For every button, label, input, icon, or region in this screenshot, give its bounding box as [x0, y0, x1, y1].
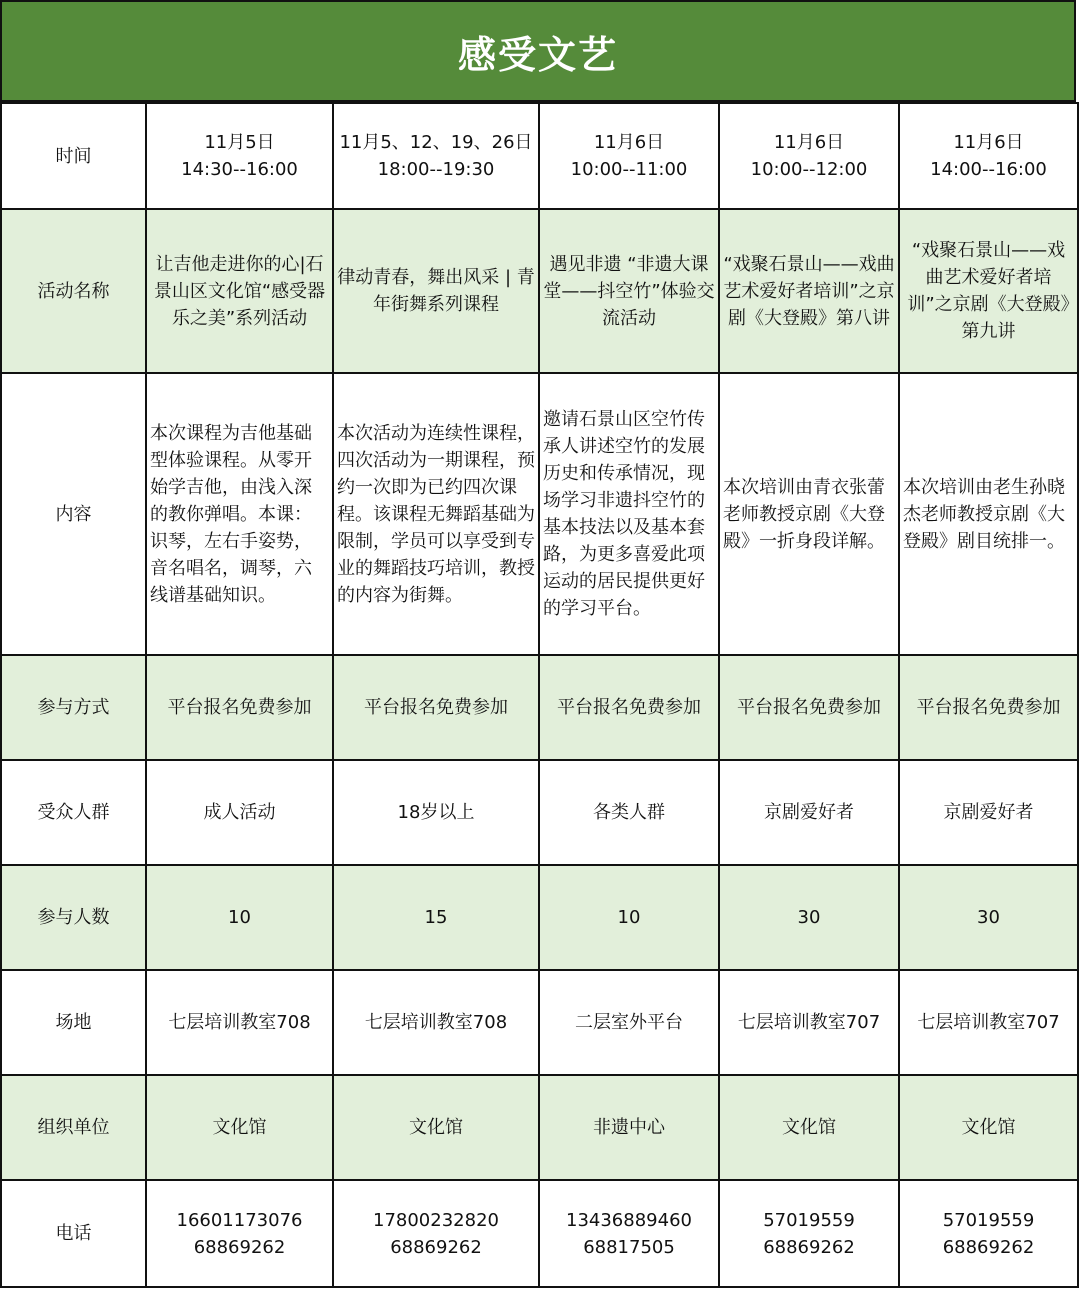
row-header-venue: 场地 — [1, 970, 146, 1075]
activity-name-cell: 让吉他走进你的心|石景山区文化馆“感受器乐之美”系列活动 — [146, 209, 333, 373]
audience-cell: 京剧爱好者 — [719, 760, 899, 865]
table-row-participation — [1, 655, 1078, 760]
headcount-cell: 30 — [899, 865, 1078, 970]
activity-name-cell: 遇见非遗 “非遗大课堂——抖空竹”体验交流活动 — [539, 209, 719, 373]
table-row-headcount — [1, 865, 1078, 970]
audience-cell: 京剧爱好者 — [899, 760, 1078, 865]
audience-cell: 各类人群 — [539, 760, 719, 865]
phone-cell: 57019559 68869262 — [719, 1180, 899, 1287]
table-row-activity-name — [1, 209, 1078, 373]
audience-cell: 18岁以上 — [333, 760, 539, 865]
table-row-time — [1, 103, 1078, 209]
organizer-cell: 文化馆 — [899, 1075, 1078, 1180]
table-row-phone — [1, 1180, 1078, 1287]
row-header-phone: 电话 — [1, 1180, 146, 1287]
row-header-organizer: 组织单位 — [1, 1075, 146, 1180]
phone-cell: 17800232820 68869262 — [333, 1180, 539, 1287]
activity-name-cell: “戏聚石景山——戏曲艺术爱好者培训”之京剧《大登殿》第八讲 — [719, 209, 899, 373]
time-cell: 11月6日 10:00--12:00 — [719, 103, 899, 209]
activity-table — [0, 102, 1079, 1288]
headcount-cell: 30 — [719, 865, 899, 970]
audience-cell: 成人活动 — [146, 760, 333, 865]
row-header-audience: 受众人群 — [1, 760, 146, 865]
row-header-headcount: 参与人数 — [1, 865, 146, 970]
time-cell: 11月6日 14:00--16:00 — [899, 103, 1078, 209]
title-banner — [0, 0, 1076, 102]
organizer-cell: 非遗中心 — [539, 1075, 719, 1180]
venue-cell: 七层培训教室707 — [719, 970, 899, 1075]
venue-cell: 七层培训教室708 — [146, 970, 333, 1075]
time-cell: 11月5、12、19、26日 18:00--19:30 — [333, 103, 539, 209]
table-row-venue — [1, 970, 1078, 1075]
participation-cell: 平台报名免费参加 — [719, 655, 899, 760]
row-header-time: 时间 — [1, 103, 146, 209]
activity-name-cell: 律动青春，舞出风采 | 青年街舞系列课程 — [333, 209, 539, 373]
organizer-cell: 文化馆 — [146, 1075, 333, 1180]
venue-cell: 七层培训教室707 — [899, 970, 1078, 1075]
time-cell: 11月6日 10:00--11:00 — [539, 103, 719, 209]
phone-cell: 13436889460 68817505 — [539, 1180, 719, 1287]
table-row-content — [1, 373, 1078, 655]
headcount-cell: 10 — [539, 865, 719, 970]
venue-cell: 二层室外平台 — [539, 970, 719, 1075]
row-header-participation: 参与方式 — [1, 655, 146, 760]
participation-cell: 平台报名免费参加 — [146, 655, 333, 760]
headcount-cell: 10 — [146, 865, 333, 970]
time-cell: 11月5日 14:30--16:00 — [146, 103, 333, 209]
page-title: 感受文艺 — [457, 32, 618, 77]
table-row-audience — [1, 760, 1078, 865]
participation-cell: 平台报名免费参加 — [333, 655, 539, 760]
content-cell: 邀请石景山区空竹传承人讲述空竹的发展历史和传承情况，现场学习非遗抖空竹的基本技法以及基本套路，为更多喜爱此项运动的居民提供更好的学习平台。 — [539, 373, 719, 655]
organizer-cell: 文化馆 — [333, 1075, 539, 1180]
headcount-cell: 15 — [333, 865, 539, 970]
row-header-content: 内容 — [1, 373, 146, 655]
content-cell: 本次培训由青衣张蕾老师教授京剧《大登殿》一折身段详解。 — [719, 373, 899, 655]
phone-cell: 57019559 68869262 — [899, 1180, 1078, 1287]
venue-cell: 七层培训教室708 — [333, 970, 539, 1075]
content-cell: 本次培训由老生孙晓杰老师教授京剧《大登殿》剧目统排一。 — [899, 373, 1078, 655]
participation-cell: 平台报名免费参加 — [539, 655, 719, 760]
content-cell: 本次活动为连续性课程，四次活动为一期课程，预约一次即为已约四次课程。该课程无舞蹈基础为限制，学员可以享受到专业的舞蹈技巧培训，教授的内容为街舞。 — [333, 373, 539, 655]
activity-name-cell: “戏聚石景山——戏曲艺术爱好者培训”之京剧《大登殿》第九讲 — [899, 209, 1078, 373]
phone-cell: 16601173076 68869262 — [146, 1180, 333, 1287]
row-header-activity-name: 活动名称 — [1, 209, 146, 373]
content-cell: 本次课程为吉他基础型体验课程。从零开始学吉他，由浅入深的教你弹唱。本课：识琴，左右手姿势，音名唱名，调琴，六线谱基础知识。 — [146, 373, 333, 655]
organizer-cell: 文化馆 — [719, 1075, 899, 1180]
participation-cell: 平台报名免费参加 — [899, 655, 1078, 760]
table-row-organizer — [1, 1075, 1078, 1180]
